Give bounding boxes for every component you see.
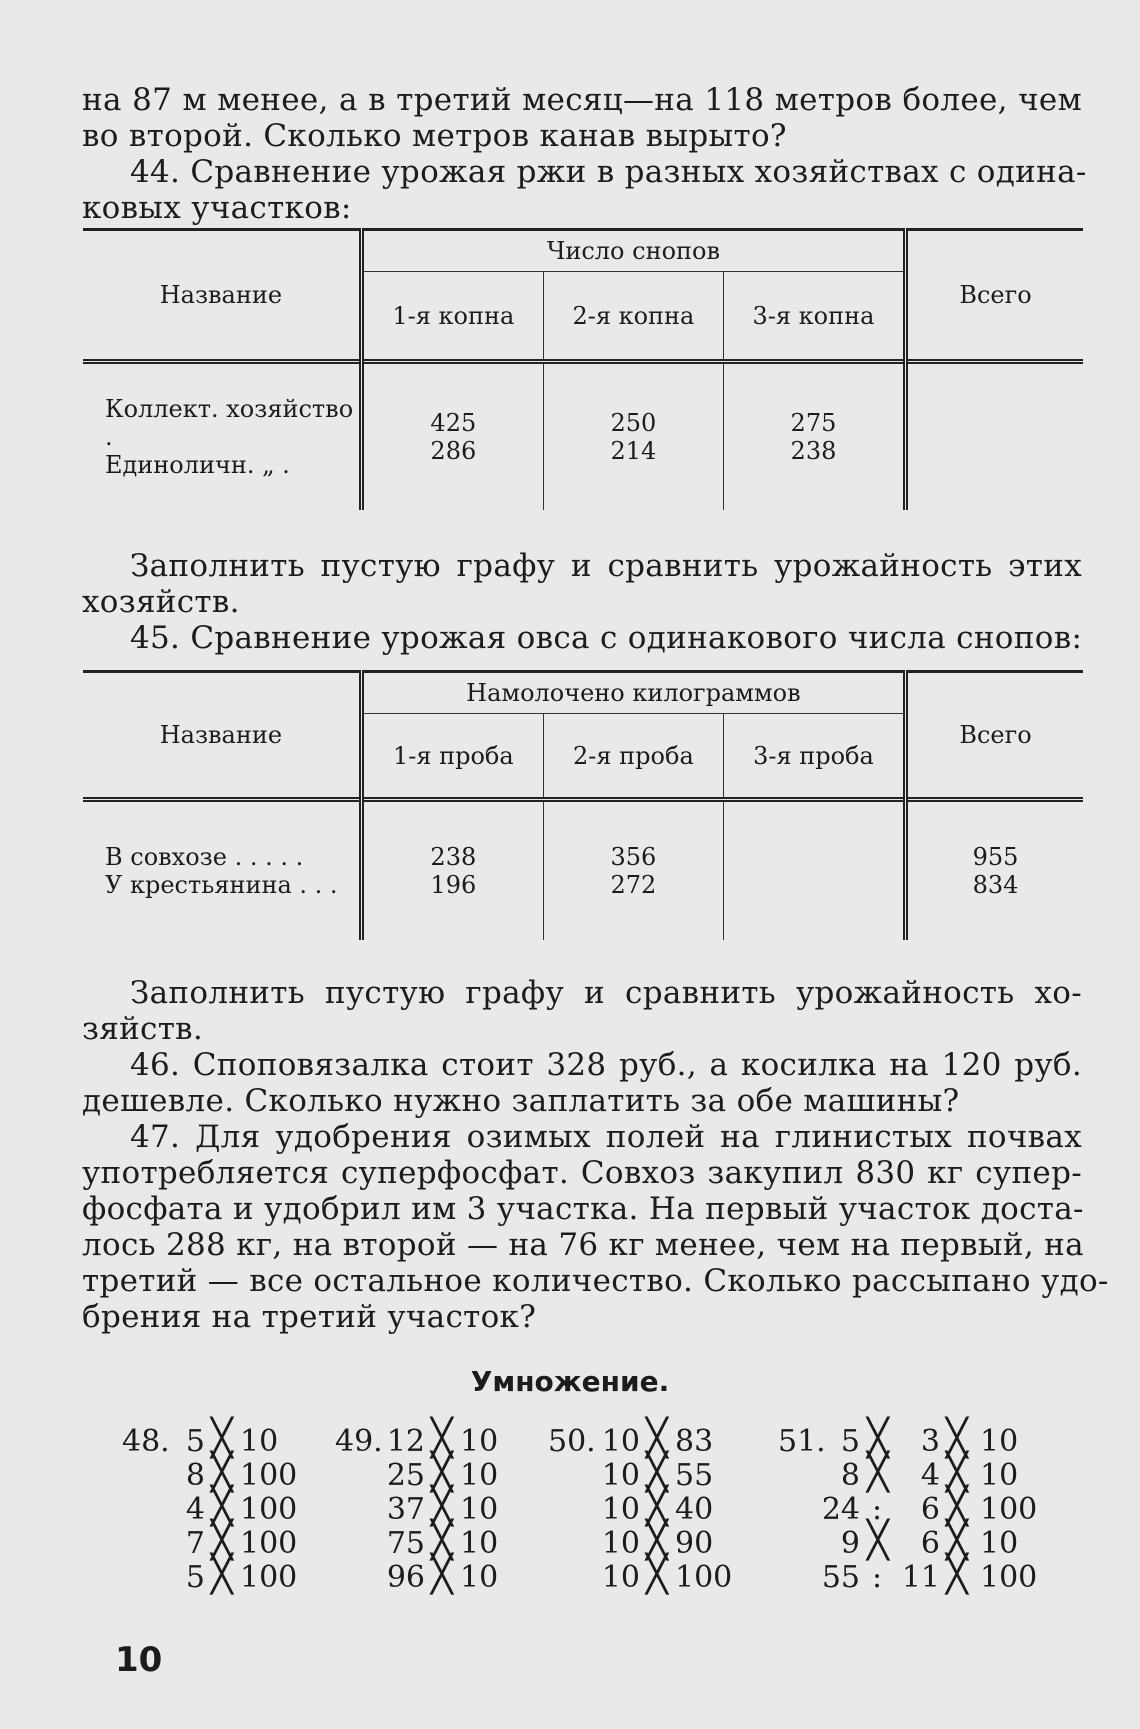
value: 425 — [430, 409, 477, 437]
text-line: ковых участков: — [82, 190, 352, 226]
times-sign: ╳ — [211, 1418, 233, 1459]
exercise-number: 50. — [548, 1424, 596, 1459]
data-cell — [543, 362, 723, 511]
total-cell — [906, 362, 1084, 511]
oats-table — [83, 670, 1083, 940]
operand: 24 — [821, 1492, 860, 1527]
factor: 25 — [386, 1458, 425, 1493]
factor: 96 — [386, 1560, 425, 1595]
col-name-header: Название — [83, 672, 361, 800]
times-sign: ╳ — [211, 1486, 233, 1527]
factor: 37 — [386, 1492, 425, 1527]
sub-header: 3-я проба — [723, 714, 905, 800]
times-sign: ╳ — [867, 1418, 889, 1459]
factor: 10 — [460, 1526, 499, 1561]
sub-header: 1-я проба — [361, 714, 543, 800]
page-number: 10 — [115, 1640, 163, 1680]
value: 356 — [610, 843, 657, 871]
factor: 10 — [601, 1492, 640, 1527]
factor: 7 — [185, 1526, 205, 1561]
data-cell — [723, 800, 905, 941]
operand: 10 — [980, 1526, 1019, 1561]
operand: 55 — [821, 1560, 860, 1595]
text-line: 44. Сравнение урожая ржи в разных хозяйствах с одина- — [130, 154, 1087, 190]
operand: 100 — [980, 1492, 1038, 1527]
value: 834 — [972, 871, 1019, 899]
factor: 5 — [185, 1424, 205, 1459]
factor: 100 — [240, 1492, 298, 1527]
times-sign: ╳ — [211, 1452, 233, 1493]
factor: 12 — [386, 1424, 425, 1459]
group-header: Намолочено килограммов — [466, 679, 801, 707]
factor: 100 — [240, 1560, 298, 1595]
row-name: У крестьянина . . . — [105, 871, 338, 899]
value: 250 — [610, 409, 657, 437]
operand: 6 — [920, 1492, 940, 1527]
factor: 100 — [675, 1560, 733, 1595]
factor: 4 — [185, 1492, 205, 1527]
text-line: брения на третий участок? — [82, 1299, 537, 1335]
times-sign: ╳ — [867, 1520, 889, 1561]
operand: 10 — [980, 1424, 1019, 1459]
text-line: зяйств. — [82, 1011, 204, 1047]
sub-header: 2-я копна — [543, 272, 723, 362]
text-line: 46. Споповязалка стоит 328 руб., а косилка на 120 руб. — [130, 1047, 1082, 1083]
factor: 75 — [386, 1526, 425, 1561]
times-sign: ╳ — [946, 1452, 968, 1493]
value: 214 — [610, 437, 657, 465]
times-sign: ╳ — [431, 1452, 453, 1493]
factor: 10 — [460, 1458, 499, 1493]
factor: 10 — [601, 1526, 640, 1561]
times-sign: ╳ — [946, 1554, 968, 1595]
times-sign: ╳ — [431, 1554, 453, 1595]
times-sign: ╳ — [431, 1486, 453, 1527]
text-line: Заполнить пустую графу и сравнить урожайность этих — [130, 548, 1082, 584]
times-sign: ╳ — [867, 1452, 889, 1493]
text-line: третий — все остальное количество. Сколько рассыпано удо- — [82, 1263, 1109, 1299]
times-sign: ╳ — [946, 1486, 968, 1527]
operand: 4 — [920, 1458, 940, 1493]
value: 275 — [790, 409, 837, 437]
operand: 6 — [920, 1526, 940, 1561]
times-sign: ╳ — [211, 1554, 233, 1595]
times-sign: ╳ — [646, 1418, 668, 1459]
factor: 40 — [675, 1492, 714, 1527]
factor: 100 — [240, 1458, 298, 1493]
times-sign: ╳ — [946, 1418, 968, 1459]
row-name: Коллект. хозяйство . — [105, 395, 354, 451]
times-sign: ╳ — [946, 1520, 968, 1561]
operand: 10 — [980, 1458, 1019, 1493]
sub-header: 2-я проба — [543, 714, 723, 800]
rye-table — [83, 228, 1083, 510]
value: 196 — [430, 871, 477, 899]
operand: 8 — [840, 1458, 860, 1493]
row-names — [83, 362, 361, 511]
factor: 83 — [675, 1424, 714, 1459]
factor: 90 — [675, 1526, 714, 1561]
text-line: лось 288 кг, на второй — на 76 кг менее, чем на первый, на — [82, 1227, 1084, 1263]
text-line: на 87 м менее, а в третий месяц—на 118 метров более, чем — [82, 82, 1082, 118]
operand: 100 — [980, 1560, 1038, 1595]
text-line: 45. Сравнение урожая овса с одинакового числа снопов: — [130, 620, 1083, 656]
exercise-number: 48. — [122, 1424, 170, 1459]
operand: 3 — [920, 1424, 940, 1459]
factor: 10 — [601, 1560, 640, 1595]
factor: 10 — [460, 1492, 499, 1527]
factor: 8 — [185, 1458, 205, 1493]
group-header: Число снопов — [546, 237, 720, 265]
data-cell — [361, 800, 543, 941]
value: 238 — [790, 437, 837, 465]
text-line: дешевле. Сколько нужно заплатить за обе машины? — [82, 1083, 960, 1119]
factor: 10 — [460, 1424, 499, 1459]
times-sign: ╳ — [646, 1486, 668, 1527]
division-sign: : — [872, 1492, 883, 1527]
factor: 10 — [240, 1424, 279, 1459]
value: 286 — [430, 437, 477, 465]
row-name: В совхозе . . . . . — [105, 843, 304, 871]
exercise-number: 49. — [335, 1424, 383, 1459]
factor: 100 — [240, 1526, 298, 1561]
section-heading: Умножение. — [470, 1365, 670, 1398]
operand: 11 — [901, 1560, 940, 1595]
col-total-header: Всего — [906, 230, 1084, 362]
factor: 10 — [601, 1424, 640, 1459]
text-line: Заполнить пустую графу и сравнить урожайность хо- — [130, 975, 1082, 1011]
data-cell — [361, 362, 543, 511]
times-sign: ╳ — [646, 1452, 668, 1493]
times-sign: ╳ — [646, 1554, 668, 1595]
text-line: фосфата и удобрил им 3 участка. На первый участок доста- — [82, 1191, 1084, 1227]
text-line: употребляется суперфосфат. Совхоз закупил 830 кг супер- — [82, 1155, 1082, 1191]
sub-header: 1-я копна — [361, 272, 543, 362]
row-names — [83, 800, 361, 941]
value: 238 — [430, 843, 477, 871]
row-name: Единоличн. „ . — [105, 451, 290, 479]
factor: 55 — [675, 1458, 714, 1493]
times-sign: ╳ — [211, 1520, 233, 1561]
value: 272 — [610, 871, 657, 899]
value: 955 — [972, 843, 1019, 871]
times-sign: ╳ — [431, 1520, 453, 1561]
exercise-number: 51. — [778, 1424, 826, 1459]
factor: 10 — [460, 1560, 499, 1595]
data-cell — [723, 362, 905, 511]
operand: 9 — [840, 1526, 860, 1561]
col-name-header: Название — [83, 230, 361, 362]
text-line: хозяйств. — [82, 584, 240, 620]
times-sign: ╳ — [431, 1418, 453, 1459]
factor: 10 — [601, 1458, 640, 1493]
text-line: 47. Для удобрения озимых полей на глинистых почвах — [130, 1119, 1082, 1155]
data-cell — [543, 800, 723, 941]
sub-header: 3-я копна — [723, 272, 905, 362]
col-total-header: Всего — [906, 672, 1084, 800]
total-cell — [906, 800, 1084, 941]
operand: 5 — [840, 1424, 860, 1459]
factor: 5 — [185, 1560, 205, 1595]
division-sign: : — [872, 1560, 883, 1595]
times-sign: ╳ — [646, 1520, 668, 1561]
text-line: во второй. Сколько метров канав вырыто? — [82, 118, 787, 154]
